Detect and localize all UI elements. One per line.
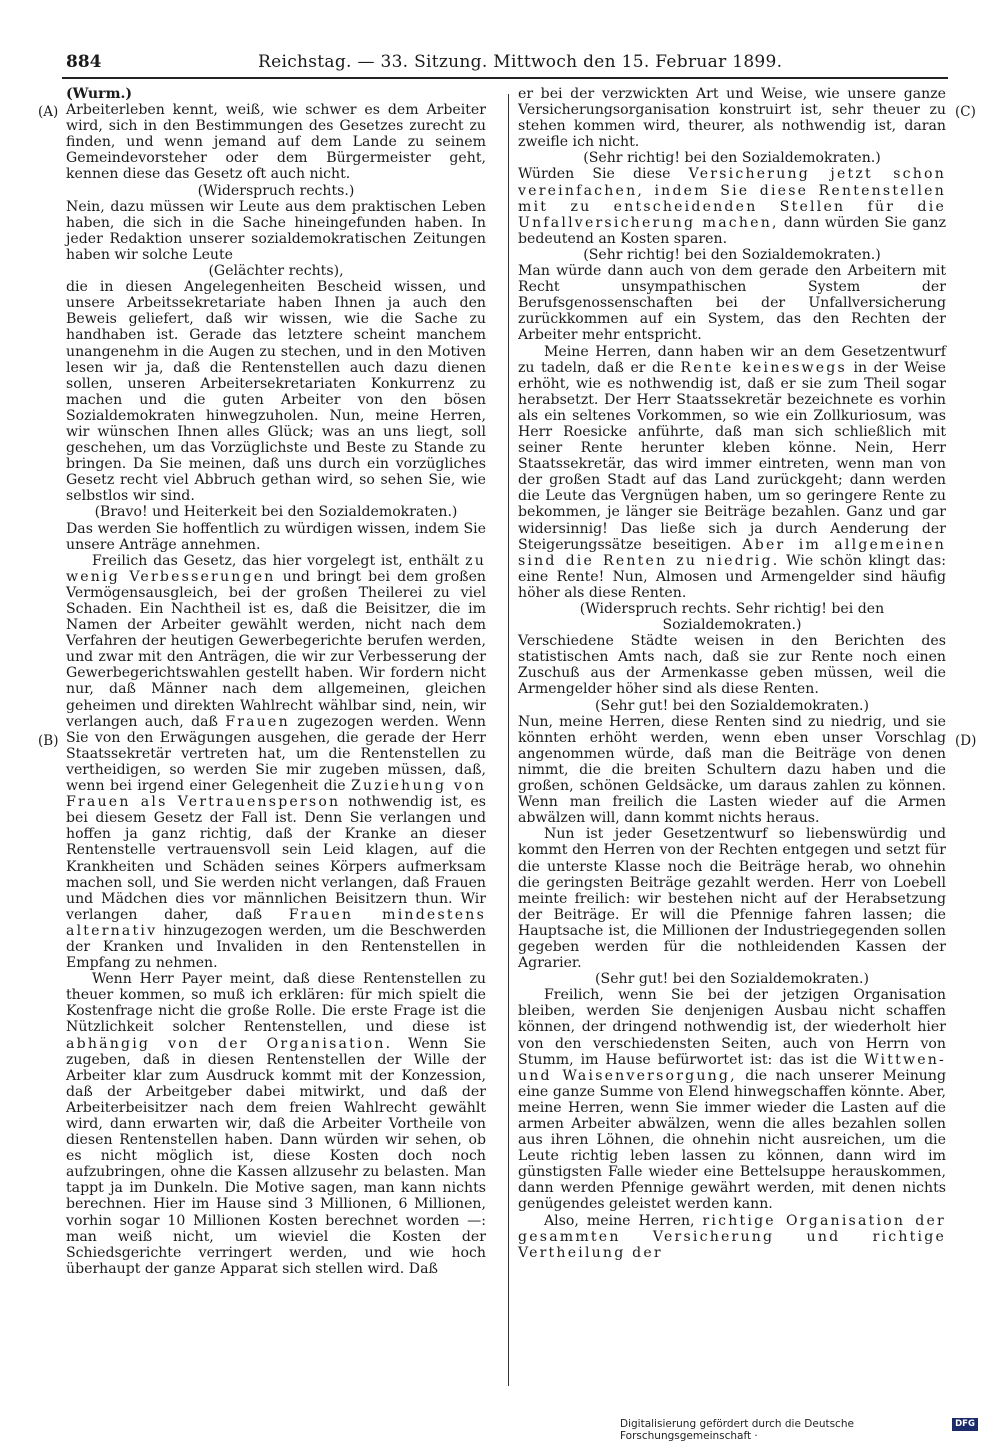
- paragraph: er bei der verzwickten Art und Weise, wie unsere ganze Versicherungsorganisation konstruirt ist, sehr theuer zu stehen kommen wird, theurer, als nothwendig ist, daran zweifle ich nicht.: [518, 86, 946, 151]
- interjection: (Sehr richtig! bei den Sozialdemokraten.): [583, 150, 881, 167]
- spaced-emphasis: Frauen mindestens alternativ: [66, 906, 486, 939]
- spaced-emphasis: abhängig von der Organisation.: [66, 1035, 393, 1052]
- paragraph: [518, 166, 946, 246]
- interjection: (Bravo! und Heiterkeit bei den Sozialdemokraten.): [94, 504, 458, 521]
- text-span: Freilich, wenn Sie bei der jetzigen Organisation bleiben, werden Sie denjenigen Ausbau nicht schaffen können, der dringend nothwendig ist, der wiederholt hier von den verschiedensten Seiten, auch von Herrn von Stumm, im Hause befürwortet ist: das ist die: [518, 987, 946, 1068]
- interjection: (Sehr richtig! bei den Sozialdemokraten.): [583, 246, 881, 263]
- left-column: [66, 86, 486, 1277]
- header-rule: [62, 77, 948, 79]
- margin-marker-d: (D): [955, 733, 977, 749]
- text-span: zugezogen werden. Wenn Sie von den Erwägungen ausgehen, die gerade der Herr Staatssekretär vertreten hat, um die Rentenstellen zu vertheidigen, so werden Sie mir zugeben müssen, daß, wenn bei irgend einer Gelegenheit die: [66, 713, 486, 795]
- page-number: 884: [66, 52, 102, 72]
- paragraph: Man würde dann auch von dem gerade den Arbeitern mit Recht unsympathischen System der Berufsgenossenschaften bei der Unfallversicherung zurückkommen auf ein System, das den Rechten der Arbeiter mehr entspricht.: [518, 263, 946, 344]
- text-span: hinzugezogen werden, um die Beschwerden der Kranken und Invaliden in den Rentenstellen in Empfang zu nehmen.: [66, 922, 486, 972]
- spaced-emphasis: zu wenig Verbesserungen: [66, 552, 486, 585]
- page-header: [0, 46, 1000, 80]
- paragraph: [518, 344, 946, 602]
- spaced-emphasis: Frauen: [225, 713, 290, 730]
- dfg-logo: DFG: [952, 1418, 978, 1431]
- spaced-emphasis: Wittwen- und Waisenversorgung,: [518, 1051, 946, 1084]
- interjection: (Widerspruch rechts.): [197, 182, 355, 199]
- paragraph: Arbeiterleben kennt, weiß, wie schwer es dem Arbeiter wird, sich in den Bestimmungen des Gesetzes zurecht zu finden, und wenn jemand auf dem Lande zu seinem Gemeindevorsteher oder dem Bürgermeister geht, kennen diese das Gesetz oft auch nicht.: [66, 102, 486, 183]
- spaced-emphasis: Rente keineswegs: [680, 359, 847, 376]
- text-span: Also, meine Herren,: [544, 1212, 703, 1229]
- text-span: dann würden Sie ganz bedeutend an Kosten sparen.: [518, 214, 946, 247]
- spaced-emphasis: richtige Organisation der gesammten Versicherung und richtige Vertheilung der: [518, 1212, 946, 1261]
- paragraph: [518, 987, 946, 1212]
- column-divider: [508, 94, 509, 1386]
- paragraph: [518, 1213, 946, 1261]
- running-title: Reichstag. — 33. Sitzung. Mittwoch den 15. Februar 1899.: [258, 52, 783, 72]
- text-span: und bringt bei dem großen Vermögensausgleich, bei der großen Theilerei zu viel Schaden. Ein Nachtheil ist es, daß die Beisitzer, die im Namen der Arbeiter gewählt werden, nicht nach dem Verfahren der heutigen Gewerbegerichte berufen werden, und zwar mit den Anträgen, die wir zur Verbesserung der Gewerbegerichtswahlen gestellt haben. Wir fordern nicht nur, daß Männer nach dem allgemeinen, gleichen geheimen und direkten Wahlrecht wählbar sind, nein, wir verlangen auch, daß: [66, 568, 487, 730]
- paragraph: Verschiedene Städte weisen in den Berichten des statistischen Amts nach, daß sie zur Rente noch einen Zuschuß aus der Armenkasse geben müssen, weil die Armengelder höher sind als diese Renten.: [518, 633, 946, 698]
- paragraph: Das werden Sie hoffentlich zu würdigen wissen, indem Sie unsere Anträge annehmen.: [66, 520, 486, 553]
- digitization-footer: [620, 1418, 980, 1442]
- margin-marker-a: (A): [38, 104, 59, 120]
- text-span: Wenn Sie zugeben, daß in diesen Rentenstellen der Wille der Arbeiter klar zum Ausdruck kommt mit der Konzession, daß der Arbeitgeber dabei mitwirkt, und daß der Arbeiterbeisitzer nach dem freien Wahlrecht gewählt wird, dann erwarten wir, daß die Arbeiter Vortheile von diesen Rentenstellen haben. Dann würden wir sehen, ob es nicht möglich ist, diese Kosten doch noch aufzubringen, ohne die Kassen allzusehr zu belasten. Man tappt ja im Dunkeln. Die Motive sagen, man kann nichts berechnen. Hier im Hause sind 3 Millionen, 6 Millionen, vorhin sogar 10 Millionen Kosten berechnet worden —: man weiß nicht, um wieviel die Kosten der Schiedsgerichte verringert werden, und wie hoch überhaupt der ganze Apparat sich stellen wird. Daß: [66, 1035, 487, 1277]
- text-span: die nach unserer Meinung eine ganze Summe von Elend hinwegschaffen könnte. Aber, meine Herren, wenn Sie immer wieder die Lasten auf die armen Arbeiter abwälzen, wenn die alles bezahlen sollen aus ihren Löhnen, die ohnehin nicht ausreichen, um die Leute richtig leben lassen zu können, dann wird im günstigsten Falle wieder eine Bettelsuppe herauskommen, dann werden Pfennige gewährt werden, mit denen nichts genügendes geleistet werden kann.: [518, 1067, 946, 1213]
- paragraph: [66, 971, 486, 1277]
- interjection: (Widerspruch rechts. Sehr richtig! bei den Sozialdemokraten.): [579, 601, 885, 634]
- speaker-name: (Wurm.): [66, 86, 133, 102]
- paragraph: Nein, dazu müssen wir Leute aus dem praktischen Leben haben, die sich in die Sache hineingefunden haben. In jeder Redaktion unserer sozialdemokratischen Zeitungen haben wir solche Leute: [66, 198, 486, 263]
- text-span: nothwendig ist, es bei diesem Gesetz der Fall ist. Denn Sie verlangen und hoffen ja ganz richtig, daß der Kranke an dieser Rentenstelle vertrauensvoll sein Leid klagen, auf die Krankheiten und Schäden seines Körpers aufmerksam machen soll, und Sie werden nicht verlangen, daß Frauen und Mädchen dies vor männlichen Beisitzern thun. Wir verlangen daher, daß: [66, 794, 487, 923]
- paragraph: [66, 553, 486, 971]
- paragraph: die in diesen Angelegenheiten Bescheid wissen, und unsere Arbeitssekretariate haben Ihnen ja auch den Beweis geliefert, daß wir wissen, wie die Sache zu handhaben ist. Gerade das letztere scheint manchem unangenehm in die Augen zu stechen, und in den Motiven lesen wir ja, daß die Rentenstellen auch dazu dienen sollen, unseren Arbeitersekretariaten Konkurrenz zu machen und die guten Arbeiter von den bösen Sozialdemokraten hinwegzuholen. Nun, meine Herren, wir wünschen Ihnen alles Glück; was an uns liegt, soll geschehen, um das Vorzüglichste und Beste zu Stande zu bringen. Da Sie meinen, daß uns durch ein vorzügliches Gesetz recht viel Abbruch gethan wird, so sehen Sie, wie selbstlos wir sind.: [66, 279, 486, 505]
- text-span: Freilich das Gesetz, das hier vorgelegt ist, enthält: [92, 552, 466, 569]
- margin-marker-b: (B): [38, 733, 59, 749]
- right-column: [518, 86, 946, 1261]
- spaced-emphasis: Zuziehung von Frauen als Vertrauensperson: [66, 778, 486, 811]
- text-span: in der Weise erhöht, wie es nothwendig ist, daß er sie zum Theil sogar herabsetzt. Der Herr Staatssekretär bezeichnete es vorhin als ein seltenes Vorkommen, so wie ein Zollkuriosum, was Herr Roesicke anführte, daß man sich schließlich mit seiner Rente herunter kleben könne. Nein, Herr Staatssekretär, das wird immer eintreten, wenn man von der großen Stadt auf das Land zurückgeht; dann werden die Leute das Vergnügen haben, um so geringere Rente zu bekommen, je länger sie Beiträge bezahlen. Ganz und gar widersinnig! Das ließe sich ja durch Aenderung der Steigerungssätze beseitigen.: [518, 359, 946, 553]
- interjection: (Gelächter rechts),: [208, 263, 344, 280]
- paragraph: Nun, meine Herren, diese Renten sind zu niedrig, und sie könnten erhöht werden, wenn eben unser Vorschlag angenommen würde, daß man die Beiträge von denen nimmt, die die breiten Schultern dazu haben und die großen, schönen Geldsäcke, um daraus zahlen zu können. Wenn man freilich die Lasten wieder auf die Armen abwälzen will, dann kommt nichts heraus.: [518, 713, 946, 827]
- spaced-emphasis: Aber im allgemeinen sind die Renten zu niedrig.: [518, 536, 946, 569]
- footer-credit: Digitalisierung gefördert durch die Deutsche Forschungsgemeinschaft ·: [620, 1418, 854, 1442]
- spaced-emphasis: Versicherung jetzt schon vereinfachen, indem Sie diese Rentenstellen mit zu entscheidenden Stellen für die Unfallversicherung machen,: [518, 166, 946, 231]
- text-span: Meine Herren, dann haben wir an dem Gesetzentwurf zu tadeln, daß er die: [518, 343, 946, 376]
- text-span: Wie schön klingt das: eine Rente! Nun, Almosen und Armengelder sind häufig höher als diese Renten.: [518, 552, 946, 601]
- paragraph: Nun ist jeder Gesetzentwurf so liebenswürdig und kommt den Herren von der Rechten entgegen und setzt für die unterste Klasse noch die Beiträge herab, wo ohnehin die geringsten Beiträge gezahlt werden. Herr von Loebell meinte freilich: wir bestehen nicht auf der Herabsetzung der Beiträge. Er will die Pfennige fahren lassen; die Hauptsache ist, die Millionen der Industriegegenden sollen gegeben werden für die nothleidenden Kassen der Agrarier.: [518, 826, 946, 972]
- text-span: Würden Sie diese: [518, 166, 689, 183]
- interjection: (Sehr gut! bei den Sozialdemokraten.): [595, 971, 869, 988]
- interjection: (Sehr gut! bei den Sozialdemokraten.): [595, 697, 869, 714]
- text-span: Wenn Herr Payer meint, daß diese Rentenstellen zu theuer kommen, so muß ich erklären: für mich spielt die Kostenfrage nicht die große Rolle. Die erste Frage ist die Nützlichkeit solcher Rentenstellen, und diese ist: [66, 971, 486, 1036]
- margin-marker-c: (C): [955, 104, 976, 120]
